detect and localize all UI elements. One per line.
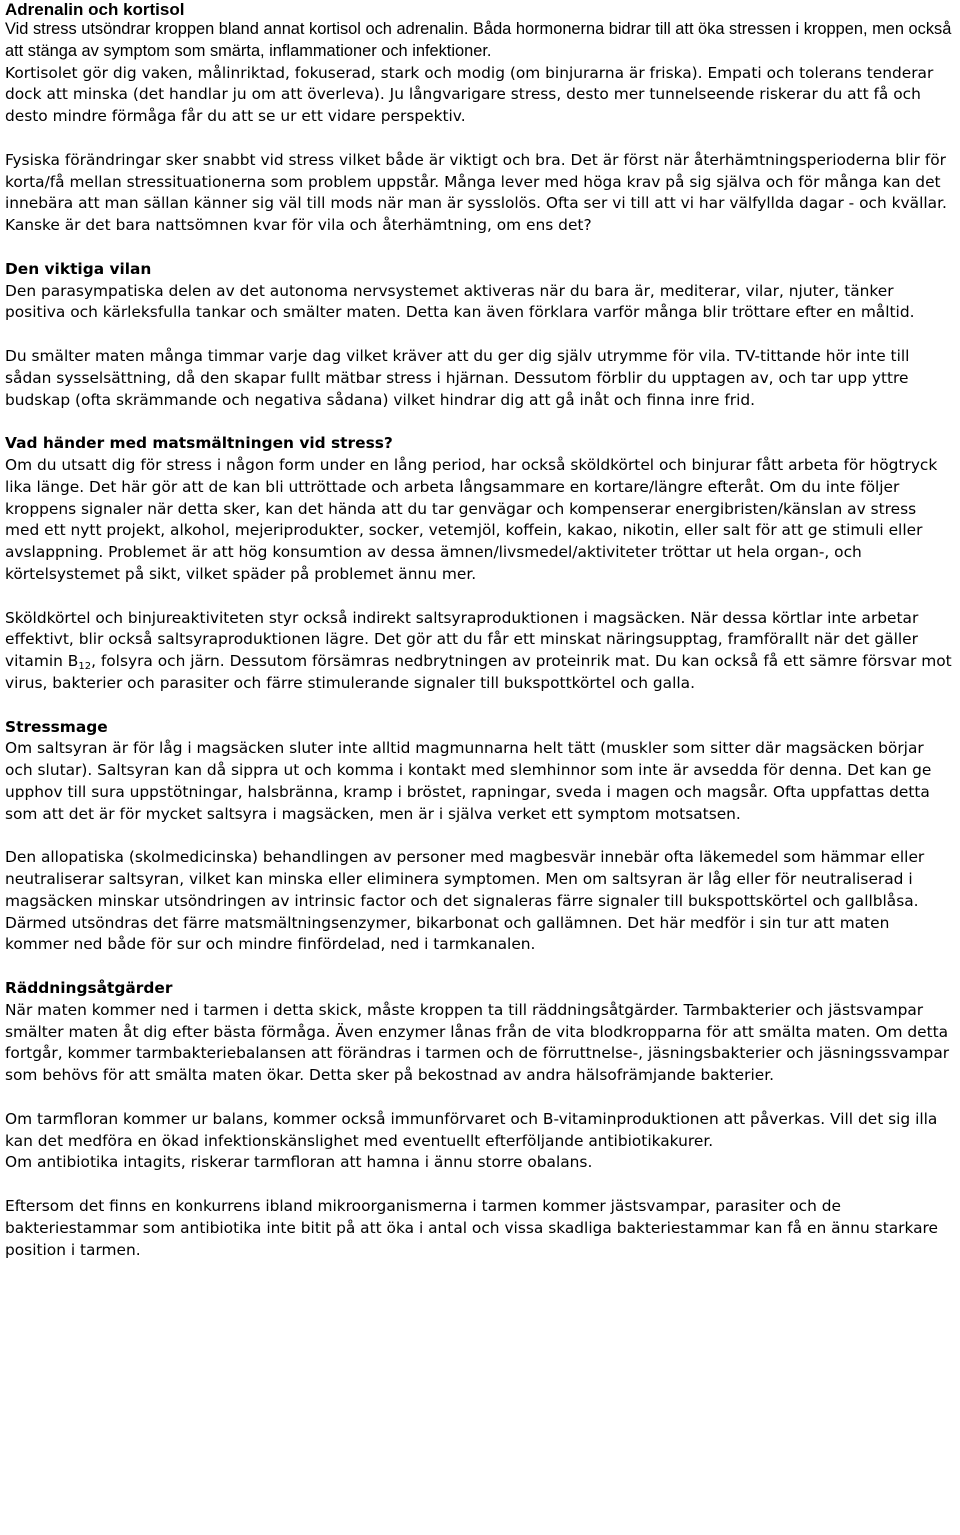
text-run: , folsyra och järn. Dessutom försämras nedbrytningen av proteinrik mat. Du kan också få ett sämre försvar mot virus, bakterier och parasiter och färre stimulerande signaler till bukspottkörtel och galla. — [5, 652, 952, 692]
document — [5, 0, 955, 1261]
paragraph-raddning-antibiotika: Om antibiotika intagits, riskerar tarmfloran att hamna i ännu storre obalans. — [5, 1153, 593, 1172]
paragraph-adrenalin-fysiska: Fysiska förändringar sker snabbt vid stress vilket både är viktigt och bra. Det är först när återhämtningsperioderna blir för korta/få mellan stressituationerna som problem uppstår. Många lever med höga krav på sig själva och för många kan det innebära att man sällan känner sig väl till mods när man är sysslolös. Ofta ser vi till att vi har välfyllda dagar - och kvällar. — [5, 150, 947, 213]
paragraph-stressmage-1: Om saltsyran är för låg i magsäcken sluter inte alltid magmunnarna helt tätt (muskler som sitter där magsäcken börjar och slutar). Saltsyran kan då sippra ut och komma i kontakt med slemhinnor som inte är avsedda för denna. Det kan ge upphov till sura uppstötningar, halsbränna, kramp i bröstet, rapningar, sveda i magen och magsår. Ofta uppfattas detta som att det är för mycket saltsyra i magsäcken, men är i själva verket ett symptom motsatsen. — [5, 739, 932, 823]
paragraph-matsmaltning-2 — [5, 608, 955, 695]
paragraph-raddning-1: När maten kommer ned i tarmen i detta skick, måste kroppen ta till räddningsåtgärder. Tarmbakterier och jästsvampar smälter maten åt dig efter bästa förmåga. Även enzymer lånas från de vita blodkropparna för att smälta maten. Om detta fortgår, kommer tarmbakteriebalansen att förändras i tarmen och de förruttnelse-, jäsningsbakterier och jäsningssvampar som behövs för att smälta maten ökar. Detta sker på bekostnad av andra hälsofrämjande bakterier. — [5, 1000, 950, 1085]
paragraph-raddning-2: Om tarmfloran kommer ur balans, kommer också immunförvaret och B-vitaminproduktionen att påverkas. Vill det sig illa kan det medföra en ökad infektionskänslighet med eventuellt efterföljande antibiotikakurer. — [5, 1109, 938, 1150]
section-heading-vilan: Den viktiga vilan — [5, 259, 152, 278]
spacer — [5, 1087, 955, 1109]
paragraph-vilan-1: Den parasympatiska delen av det autonoma nervsystemet aktiveras när du bara är, mediterar, vilar, njuter, tänker positiva och kärleksfulla tankar och smälter maten. Detta kan även förklara varför många blir tröttare efter en måltid. — [5, 281, 915, 322]
paragraph-adrenalin-intro: Vid stress utsöndrar kroppen bland annat kortisol och adrenalin. Båda hormonerna bidrar till att öka stressen i kroppen, men också att stänga av symptom som smärta, inflammationer och infektioner. — [5, 20, 952, 60]
subscript-12: 12 — [78, 661, 92, 673]
text-run: Sköldkörtel och binjureaktiviteten styr också indirekt saltsyraproduktionen i magsäcken. När dessa körtlar inte arbetar effektivt, blir också saltsyraproduktionen lägre. Det gör att du får ett minskat näringsupptag, framförallt när det gäller vitamin B — [5, 608, 919, 671]
paragraph-vilan-2: Du smälter maten många timmar varje dag vilket kräver att du ger dig själv utrymme för vila. TV-tittande hör inte till sådan sysselsättning, då den skapar fullt mätbar stress i hjärnan. Dessutom förblir du upptagen av, och tar upp yttre budskap (ofta skrämmande och negativa sådana) vilket hindrar dig att gå inåt och finna inre frid. — [5, 346, 910, 409]
spacer — [5, 1174, 955, 1196]
spacer — [5, 956, 955, 978]
spacer — [5, 128, 955, 150]
section-heading-adrenalin: Adrenalin och kortisol — [5, 0, 185, 19]
paragraph-adrenalin-kanske: Kanske är det bara nattsömnen kvar för vila och återhämtning, om ens det? — [5, 216, 592, 235]
section-heading-matsmaltning: Vad händer med matsmältningen vid stress? — [5, 434, 393, 453]
spacer — [5, 237, 955, 259]
paragraph-stressmage-2: Den allopatiska (skolmedicinska) behandlingen av personer med magbesvär innebär ofta läkemedel som hämmar eller neutraliserar saltsyran, vilket kan minska eller eliminera symptomen. Men om saltsyran är låg eller för neutraliserad i magsäcken minskar utsöndringen av intrinsic factor och det signaleras färre signaler till bukspottskörtel och gallblåsa. Därmed utsöndras det färre matsmältningsenzymer, bikarbonat och gallämnen. Det här medför i sin tur att maten kommer ned både för sur och mindre finfördelad, ned i tarmkanalen. — [5, 848, 925, 954]
paragraph-matsmaltning-1: Om du utsatt dig för stress i någon form under en lång period, har också sköldkörtel och binjurar fått arbeta för högtryck lika länge. Det här gör att de kan bli uttröttade och arbeta långsammare en kortare/längre efteråt. Om du inte följer kroppens signaler när detta sker, kan det hända att du tar genvägar och kompenserar energibristen/känslan av stress med ett nytt projekt, alkohol, mejeriprodukter, socker, vetemjöl, koffein, kakao, nikotin, eller salt för att ge stimuli eller avslappning. Problemet är att hög konsumtion av dessa ämnen/livsmedel/aktiviteter tröttar ut hela organ-, och körtelsystemet på sikt, vilket späder på problemet ännu mer. — [5, 455, 938, 583]
spacer — [5, 825, 955, 847]
paragraph-raddning-3: Eftersom det finns en konkurrens ibland mikroorganismerna i tarmen kommer jästsvampar, parasiter och de bakteriestammar som antibiotika inte bitit på att öka i antal och vissa skadliga bakteriestammar kan få en ännu starkare position i tarmen. — [5, 1197, 939, 1259]
section-heading-stressmage: Stressmage — [5, 717, 108, 736]
spacer — [5, 586, 955, 608]
spacer — [5, 411, 955, 433]
spacer — [5, 695, 955, 717]
section-heading-raddning: Räddningsåtgärder — [5, 979, 173, 998]
paragraph-adrenalin-kortisol: Kortisolet gör dig vaken, målinriktad, fokuserad, stark och modig (om binjurarna är friska). Empati och tolerans tenderar dock att minska (det handlar ju om att överleva). Ju långvarigare stress, desto mer tunnelseende riskerar du att få och desto mindre förmåga får du att se ur ett vidare perspektiv. — [5, 63, 934, 126]
spacer — [5, 324, 955, 346]
